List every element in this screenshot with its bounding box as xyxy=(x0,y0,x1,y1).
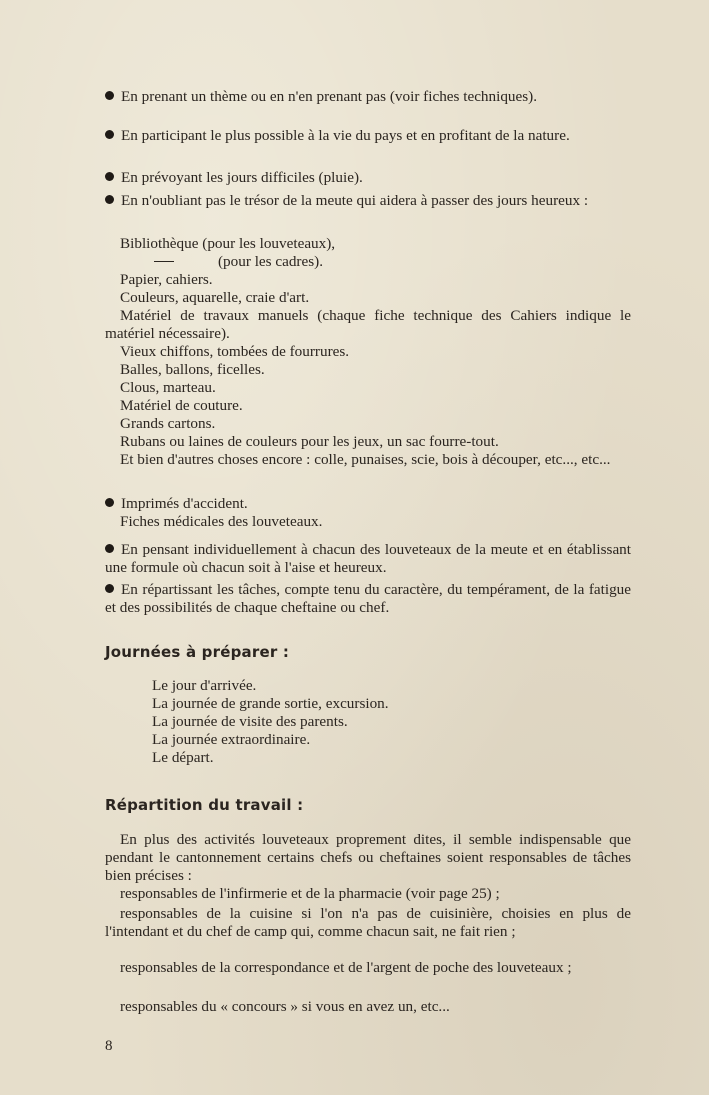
bullet-paragraph: Imprimés d'accident. xyxy=(105,495,631,513)
list-item: (pour les cadres). xyxy=(120,253,323,271)
bullet-icon xyxy=(105,130,114,139)
list-item: La journée extraordinaire. xyxy=(152,731,311,748)
list-item: responsables du « concours » si vous en avez un, etc... xyxy=(120,998,450,1015)
list-item: Le départ. xyxy=(152,749,214,766)
list-item: responsables de la cuisine si l'on n'a pas de cuisinière, choisies en plus de l'intendant et du chef de camp qui, comme chacun sait, ne fait rien ; xyxy=(105,905,631,940)
section-heading: Journées à préparer : xyxy=(105,643,290,661)
ditto-dash xyxy=(154,261,174,262)
bullet-paragraph: En participant le plus possible à la vie du pays et en profitant de la nature. xyxy=(105,127,631,145)
list-item: Papier, cahiers. xyxy=(120,271,213,288)
bullet-paragraph: En répartissant les tâches, compte tenu du caractère, du tempérament, de la fatigue et des possibilités de chaque cheftaine ou chef. xyxy=(105,581,631,616)
list-item: Balles, ballons, ficelles. xyxy=(120,361,265,378)
page-number: 8 xyxy=(105,1038,113,1054)
bullet-paragraph: En prenant un thème ou en n'en prenant pas (voir fiches techniques). xyxy=(105,88,631,106)
bullet-paragraph: En prévoyant les jours difficiles (pluie). xyxy=(105,169,631,187)
list-item: responsables de l'infirmerie et de la pharmacie (voir page 25) ; xyxy=(120,885,500,902)
list-item: Clous, marteau. xyxy=(120,379,216,396)
list-item: Couleurs, aquarelle, craie d'art. xyxy=(120,289,310,306)
list-item: Matériel de couture. xyxy=(120,397,243,414)
list-item: Bibliothèque (pour les louveteaux), xyxy=(120,235,336,252)
bullet-paragraph: En pensant individuellement à chacun des louveteaux de la meute et en établissant une formule où chacun soit à l'aise et heureux. xyxy=(105,541,631,576)
list-item: La journée de grande sortie, excursion. xyxy=(152,695,389,712)
bullet-icon xyxy=(105,172,114,181)
list-item: Grands cartons. xyxy=(120,415,216,432)
list-item: Matériel de travaux manuels (chaque fiche technique des Cahiers indique le matériel nécessaire). xyxy=(105,307,631,342)
bullet-icon xyxy=(105,498,114,507)
bullet-icon xyxy=(105,195,114,204)
list-item: La journée de visite des parents. xyxy=(152,713,348,730)
section-heading: Répartition du travail : xyxy=(105,796,304,814)
bullet-icon xyxy=(105,544,114,553)
intro-paragraph: En plus des activités louveteaux proprement dites, il semble indispensable que pendant le cantonnement certains chefs ou cheftaines soient responsables de tâches bien précises : xyxy=(105,831,631,884)
list-item: Et bien d'autres choses encore : colle, punaises, scie, bois à découper, etc..., etc... xyxy=(120,451,611,468)
bullet-paragraph: En n'oubliant pas le trésor de la meute qui aidera à passer des jours heureux : xyxy=(105,192,631,210)
list-item: Rubans ou laines de couleurs pour les jeux, un sac fourre-tout. xyxy=(120,433,499,450)
list-item: Fiches médicales des louveteaux. xyxy=(120,513,323,530)
list-item: responsables de la correspondance et de l'argent de poche des louveteaux ; xyxy=(120,959,572,976)
list-item: Le jour d'arrivée. xyxy=(152,677,257,694)
bullet-icon xyxy=(105,91,114,100)
list-item: Vieux chiffons, tombées de fourrures. xyxy=(120,343,350,360)
bullet-icon xyxy=(105,584,114,593)
